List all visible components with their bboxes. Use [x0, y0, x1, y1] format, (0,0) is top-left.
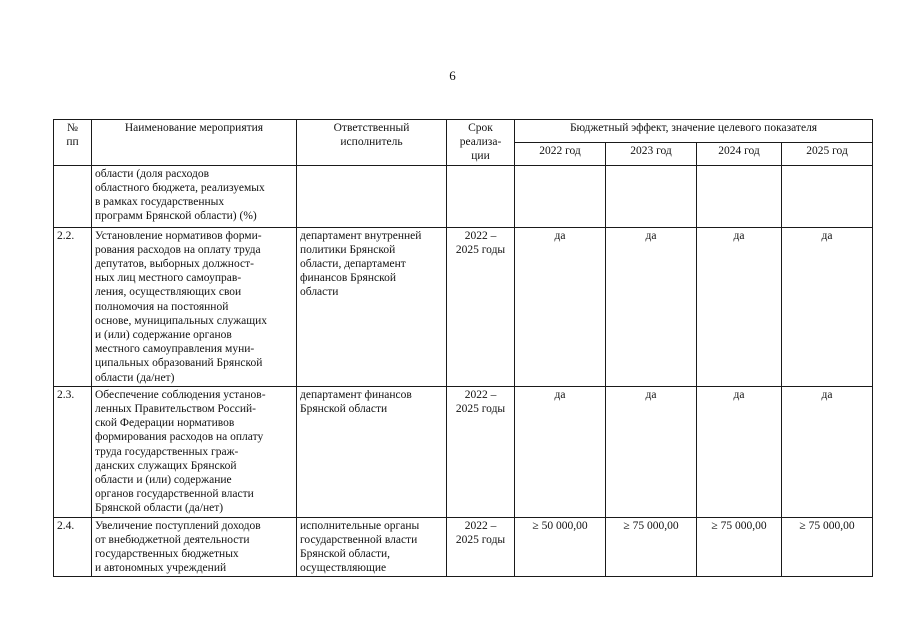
row-executor [297, 165, 447, 227]
header-year-2023: 2023 год [606, 142, 697, 165]
row-term: 2022 – 2025 годы [447, 227, 515, 386]
header-row-main [54, 120, 873, 143]
row-value-2023: да [606, 386, 697, 517]
row-term: 2022 – 2025 годы [447, 386, 515, 517]
row-value-2025 [782, 165, 873, 227]
header-year-2024: 2024 год [697, 142, 782, 165]
row-value-2025: ≥ 75 000,00 [782, 517, 873, 577]
row-number [54, 165, 92, 227]
row-value-2023: ≥ 75 000,00 [606, 517, 697, 577]
row-value-2023 [606, 165, 697, 227]
row-number: 2.3. [54, 386, 92, 517]
table-row [54, 227, 873, 386]
row-value-2023: да [606, 227, 697, 386]
row-value-2024: да [697, 386, 782, 517]
row-term: 2022 – 2025 годы [447, 517, 515, 577]
row-measure-name: Установление нормативов форми- рования расходов на оплату труда депутатов, выборных должност- ных лиц местного самоуправ- ления, осуществляющих свои полномочия на постоянной основе, муниципальных служащих и (или) содержание органов местного самоуправления муни- ципальных образований Брянской области (да/нет) [92, 227, 297, 386]
header-executor: Ответственный исполнитель [297, 120, 447, 166]
row-value-2024 [697, 165, 782, 227]
row-measure-name: области (доля расходов областного бюджета, реализуемых в рамках государственных программ Брянской области) (%) [92, 165, 297, 227]
row-executor: департамент внутренней политики Брянской области, департамент финансов Брянской области [297, 227, 447, 386]
row-measure-name: Увеличение поступлений доходов от внебюджетной деятельности государственных бюджетных и автономных учреждений [92, 517, 297, 577]
header-num: № пп [54, 120, 92, 166]
row-executor: департамент финансов Брянской области [297, 386, 447, 517]
header-name: Наименование мероприятия [92, 120, 297, 166]
table-row [54, 386, 873, 517]
table-row [54, 517, 873, 577]
row-value-2024: да [697, 227, 782, 386]
budget-effect-table [53, 119, 873, 577]
header-budget-effect: Бюджетный эффект, значение целевого показателя [515, 120, 873, 143]
row-executor: исполнительные органы государственной власти Брянской области, осуществляющие [297, 517, 447, 577]
row-term [447, 165, 515, 227]
row-value-2022 [515, 165, 606, 227]
header-year-2025: 2025 год [782, 142, 873, 165]
row-value-2025: да [782, 386, 873, 517]
row-value-2022: да [515, 386, 606, 517]
row-number: 2.2. [54, 227, 92, 386]
row-number: 2.4. [54, 517, 92, 577]
row-value-2022: да [515, 227, 606, 386]
row-value-2024: ≥ 75 000,00 [697, 517, 782, 577]
row-measure-name: Обеспечение соблюдения установ- ленных Правительством Россий- ской Федерации нормативов формирования расходов на оплату труда государственных граж- данских служащих Брянской области и (или) содержание органов государственной власти Брянской области (да/нет) [92, 386, 297, 517]
header-term: Срок реализа- ции [447, 120, 515, 166]
table-row [54, 165, 873, 227]
row-value-2022: ≥ 50 000,00 [515, 517, 606, 577]
header-year-2022: 2022 год [515, 142, 606, 165]
page-number: 6 [449, 68, 456, 83]
row-value-2025: да [782, 227, 873, 386]
